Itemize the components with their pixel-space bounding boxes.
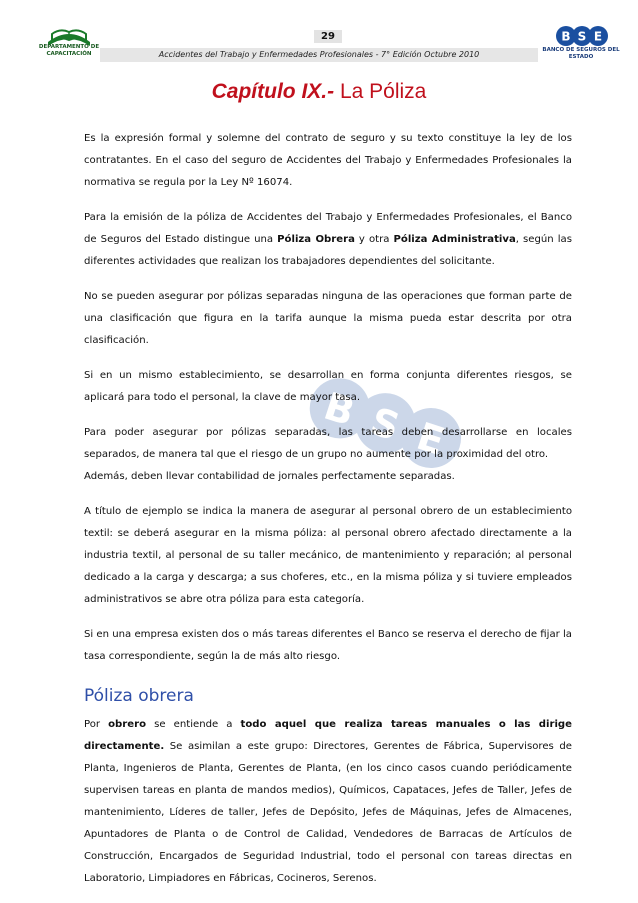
paragraph-separate-policies: No se pueden asegurar por pólizas separadas ninguna de las operaciones que forman parte de una clasificación que figura en la tarifa aunque la misma pueda estar descrita por otra clasificación. [84,291,572,346]
obrero-text-a: Por [84,719,109,730]
svg-text:B: B [561,29,571,44]
right-logo-text: BANCO DE SEGUROS DEL ESTADO [542,47,620,60]
paragraph-definition: Es la expresión formal y solemne del contrato de seguro y su texto constituye la ley de los contratantes. En el caso del seguro de Accidentes del Trabajo y Enfermedades Profesionales la normativa se regula por la Ley Nº 16074. [84,133,572,188]
obrero-text-c: se entiende a [146,719,241,730]
p2-text-e: , según las diferentes actividades que realizan los trabajadores dependientes del solicitante. [84,234,573,267]
poliza-administrativa-term: Póliza Administrativa [393,234,516,245]
p2-text-a: Para la emisión de la póliza de Accidentes del Trabajo y Enfermedades Profesionales, el Banco de Seguros del Estado distingue una [84,212,572,245]
chapter-title-light: La Póliza [334,80,427,103]
svg-text:E: E [593,29,603,44]
obrero-term: obrero [108,719,147,730]
svg-text:S: S [577,29,587,44]
section-title-poliza-obrera: Póliza obrera [84,686,194,706]
obrero-definition-bold: todo aquel que realiza tareas manuales o las dirige directamente. [84,719,572,752]
page-number: 29 [314,30,342,43]
paragraph-policy-types [84,207,572,273]
paragraph-obrero-definition [84,714,572,890]
poliza-obrera-term: Póliza Obrera [277,234,355,245]
p2-text-c: y otra [354,234,394,245]
svg-text:B: B [318,383,361,435]
chapter-title-bold: Capítulo IX.- [211,80,335,103]
capacitacion-logo-icon [44,22,94,64]
obrero-text-e: Se asimilan a este grupo: Directores, Gerentes de Fábrica, Supervisores de Planta, Ingenieros de Planta, Gerentes de Planta, (en los cinco casos cuando periódicamente supervisen tareas en planta de mandos medios), Químicos, Capataces, Jefes de Taller, Jefes de mantenimiento, Líderes de taller, Jefes de Depósito, Jefes de Máquinas, Jefes de Almacenes, Apuntadores de Planta o de Control de Calidad, Vendedores de Barracas de Artículos de Construcción, Encargados de Seguridad Industrial, todo el personal con tareas directas en Laboratorio, Limpiadores en Fábricas, Cocineros, Serenos. [84,741,572,884]
p5-text-b: Además, deben llevar contabilidad de jornales perfectamente separadas. [84,471,455,482]
page-content [84,128,572,903]
running-header: Accidentes del Trabajo y Enfermedades Profesionales - 7° Edición Octubre 2010 [100,48,538,62]
svg-text:S: S [365,398,405,450]
left-logo-text: DEPARTAMENTO DE CAPACITACIÓN [38,44,100,57]
p5-text-a: Para poder asegurar por pólizas separadas, las tareas deben desarrollarse en locales separados, de manera tal que el riesgo de un grupo no aumente por la proximidad del otro. [84,427,572,460]
chapter-title [0,80,638,104]
paragraph-separate-locations [84,422,572,488]
paragraph-same-establishment: Si en un mismo establecimiento, se desarrollan en forma conjunta diferentes riesgos, se aplicará para todo el personal, la clave de mayor tasa. [84,370,572,403]
svg-text:E: E [411,414,450,464]
paragraph-textile-example: A título de ejemplo se indica la manera de asegurar al personal obrero de un establecimiento textil: se deberá asegurar en la misma póliza: al personal obrero afectado directamente a la industria textil, al personal de su taller mecánico, de mantenimiento y reparación; al personal dedicado a la carga y descarga; a sus choferes, etc., en la misma póliza y si tuviere empleados administrativos se abre otra póliza para esta categoría. [84,506,572,605]
paragraph-rate-reserve: Si en una empresa existen dos o más tareas diferentes el Banco se reserva el derecho de fijar la tasa correspondiente, según la de más alto riesgo. [84,629,572,662]
